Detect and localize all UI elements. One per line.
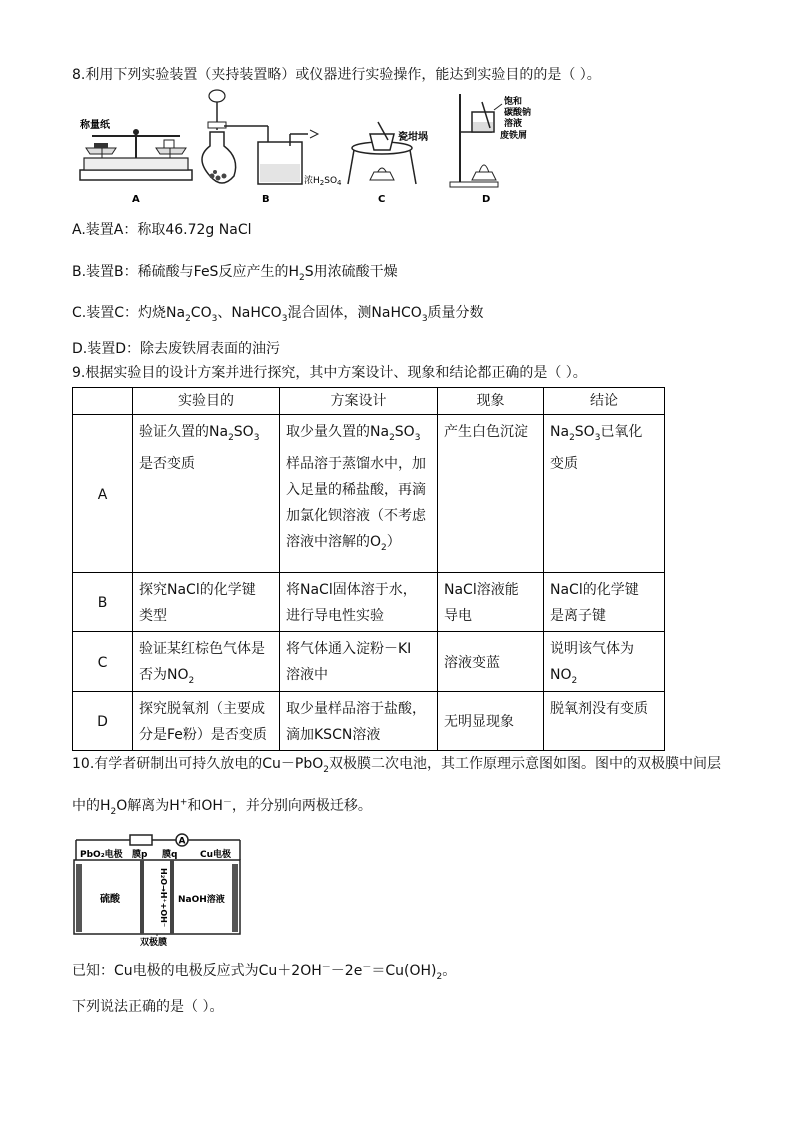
solution-label: 溶液 [504, 119, 523, 129]
balance-apparatus [79, 118, 192, 205]
battery-diagram [72, 830, 244, 948]
q8-option-d: D.装置D：除去废铁屑表面的油污 [72, 341, 281, 357]
figure-a-caption: A [132, 194, 140, 205]
header-empty [73, 388, 133, 415]
conclusion-cell: 说明该气体为 $NO_2$ [544, 632, 665, 692]
conc-sulfuric-acid-label: 浓$H_2SO_4$ [304, 176, 342, 187]
row-label: D [73, 692, 133, 751]
table-header-row [73, 388, 665, 415]
conclusion-cell: $Na_2SO_3$已氧化 变质 [544, 415, 665, 573]
header-phenomenon: 现象 [438, 388, 544, 415]
sodium-carbonate-label: 碳酸钠 [504, 108, 532, 118]
q10-stem-line1: 10.有学者研制出可持久放电的Cu－PbO$_2$双极膜二次电池，其工作原理示意图如图。图中的双极膜中间层 [72, 756, 721, 775]
weighing-paper-label: 称量纸 [80, 120, 110, 131]
header-purpose: 实验目的 [133, 388, 280, 415]
saturated-label: 饱和 [504, 97, 523, 107]
purpose-cell: 验证久置的$Na_2SO_3$ 是否变质 [133, 415, 280, 573]
table-row [73, 692, 665, 751]
q10-ask: 下列说法正确的是（ ）。 [72, 999, 224, 1015]
q8-option-a: A.装置A：称取46.72g NaCl [72, 222, 252, 238]
crucible-apparatus [348, 122, 428, 205]
header-design: 方案设计 [280, 388, 438, 415]
cu-electrode-plate [232, 864, 238, 932]
naoh-solution-label: NaOH溶液 [178, 895, 225, 905]
q9-stem: 9.根据实验目的设计方案并进行探究，其中方案设计、现象和结论都正确的是（ ）。 [72, 365, 587, 381]
scrap-iron-label: 废铁屑 [500, 131, 528, 141]
row-label: B [73, 573, 133, 632]
design-cell: 将气体通入淀粉－KI 溶液中 [280, 632, 438, 692]
q8-option-c: C.装置C：灼烧$Na_2CO_3$、NaHCO$_3$混合固体，测NaHCO$_3$质量分数 [72, 305, 484, 324]
figure-b-caption: B [262, 194, 270, 205]
phenomenon-cell: NaCl溶液能 导电 [438, 573, 544, 632]
membrane-q-label: 膜q [162, 850, 178, 860]
phenomenon-cell: 无明显现象 [438, 692, 544, 751]
figure-c-caption: C [378, 194, 386, 205]
conclusion-cell: NaCl的化学键 是离子键 [544, 573, 665, 632]
purpose-cell: 验证某红棕色气体是 否为$NO_2$ [133, 632, 280, 692]
figure-d-caption: D [482, 194, 491, 205]
pbo2-electrode-plate [76, 864, 82, 932]
row-label: C [73, 632, 133, 692]
table-row [73, 632, 665, 692]
design-cell: 将NaCl固体溶于水， 进行导电性实验 [280, 573, 438, 632]
bipolar-membrane-label: 双极膜 [140, 938, 168, 948]
q8-apparatus-figure [72, 88, 542, 208]
resistor-icon [130, 835, 152, 845]
purpose-cell: 探究脱氧剂（主要成 分是Fe粉）是否变质 [133, 692, 280, 751]
membrane-p [140, 860, 144, 934]
purpose-cell: 探究NaCl的化学键 类型 [133, 573, 280, 632]
row-label: A [73, 415, 133, 573]
membrane-p-label: 膜p [132, 850, 148, 860]
q8-option-b: B.装置B：稀硫酸与FeS反应产生的$H_2S$用浓硫酸干燥 [72, 264, 398, 283]
pbo2-electrode-label: PbO₂电极 [80, 850, 123, 860]
q10-stem-line2: 中的$H_2O$解离为H+和OH－，并分别向两极迁移。 [72, 797, 372, 817]
ammeter-label: A [178, 836, 186, 847]
conclusion-cell: 脱氧剂没有变质 [544, 692, 665, 751]
sulfuric-acid-label: 硫酸 [100, 894, 120, 905]
table-row [73, 573, 665, 632]
phenomenon-cell: 溶液变蓝 [438, 632, 544, 692]
header-conclusion: 结论 [544, 388, 665, 415]
design-cell: 取少量样品溶于盐酸， 滴加KSCN溶液 [280, 692, 438, 751]
membrane-q [170, 860, 174, 934]
q9-table [72, 387, 665, 751]
phenomenon-cell: 产生白色沉淀 [438, 415, 544, 573]
cu-electrode-label: Cu电极 [200, 850, 232, 860]
q8-stem: 8.利用下列实验装置（夹持装置略）或仪器进行实验操作，能达到实验目的的是（ ）。 [72, 67, 601, 83]
porcelain-crucible-label: 瓷坩埚 [398, 132, 428, 143]
gas-generation-apparatus [202, 90, 342, 205]
q10-known: 已知：Cu电极的电极反应式为$Cu+2OH^--2e^-=Cu(OH)_2$。 [72, 962, 457, 982]
table-row [73, 415, 665, 573]
design-cell: 取少量久置的$Na_2SO_3$ 样品溶于蒸馏水中，加 入足量的稀盐酸，再滴 加氯化钡溶液（不考虑 溶液中溶解的$O_2$） [280, 415, 438, 573]
beaker-heating-apparatus [450, 94, 531, 205]
water-dissociation-label: H₂O→H⁺+OH⁻ [159, 868, 168, 928]
